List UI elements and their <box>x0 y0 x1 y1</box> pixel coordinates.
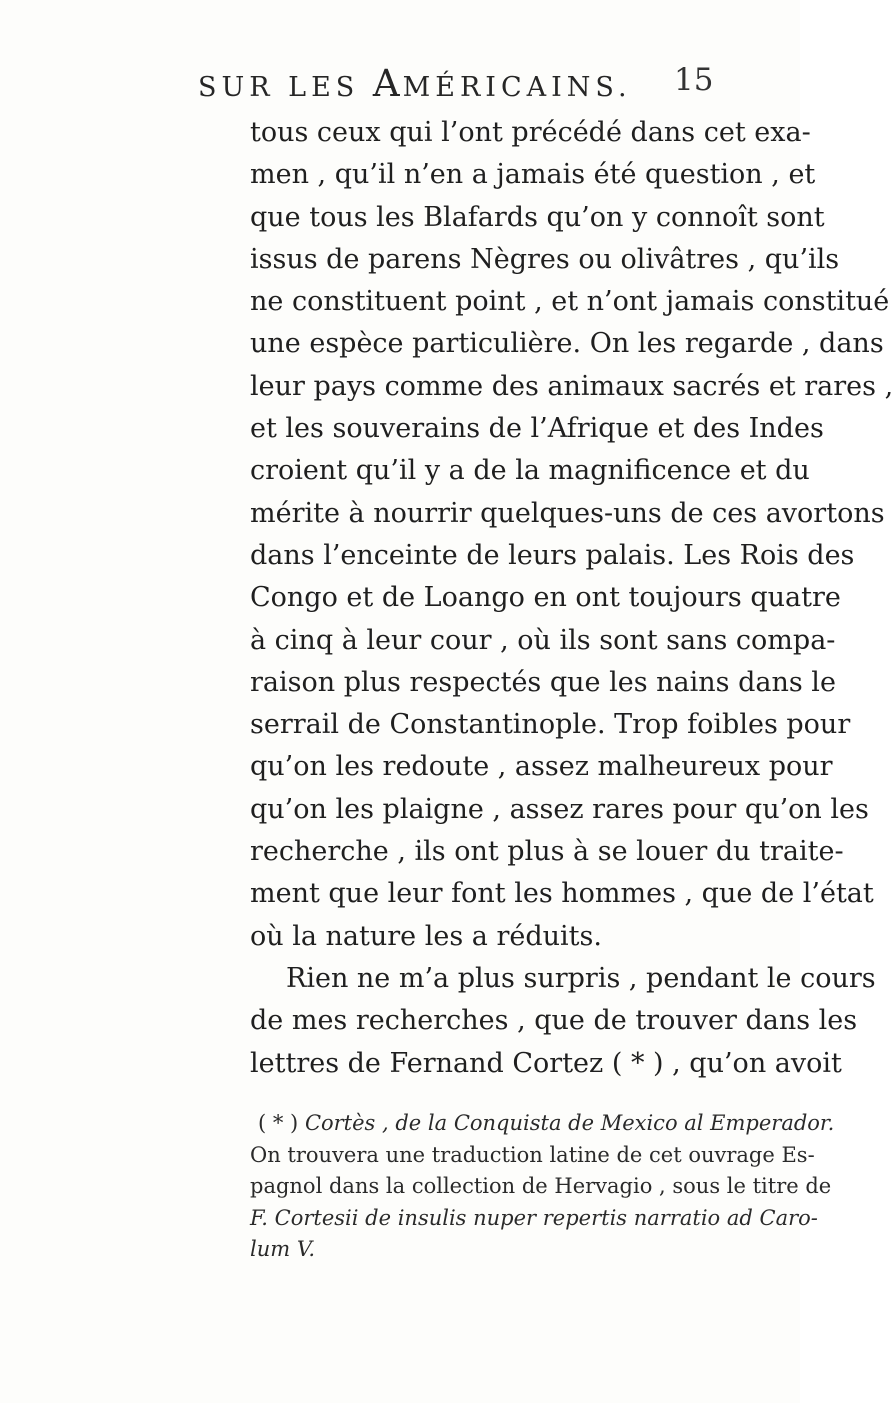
page-header <box>0 58 800 108</box>
text-line: raison plus respectés que les nains dans le <box>250 666 836 698</box>
running-title-prefix: SUR LES <box>198 72 373 103</box>
footnote-marker: ( * ) <box>258 1111 299 1135</box>
text-line: où la nature les a réduits. <box>250 920 602 952</box>
footnote-line: lum V. <box>250 1237 315 1261</box>
text-line: men , qu’il n’en a jamais été question , et <box>250 159 816 191</box>
text-line: lettres de Fernand Cortez ( * ) , qu’on avoit <box>250 1047 842 1079</box>
text-line: de mes recherches , que de trouver dans les <box>250 1005 858 1037</box>
text-line: mérite à nourrir quelques-uns de ces avortons <box>250 497 885 529</box>
text-line: serrail de Constantinople. Trop foibles pour <box>250 709 851 741</box>
text-line: issus de parens Nègres ou olivâtres , qu’ils <box>250 243 840 275</box>
footnote <box>250 1108 835 1266</box>
text-line: ne constituent point , et n’ont jamais constitué <box>250 286 890 318</box>
text-line: Congo et de Loango en ont toujours quatre <box>250 582 841 614</box>
text-line: qu’on les redoute , assez malheureux pour <box>250 751 833 783</box>
text-line: dans l’enceinte de leurs palais. Les Rois des <box>250 539 855 571</box>
footnote-line: On trouvera une traduction latine de cet ouvrage Es- <box>250 1142 815 1167</box>
text-line: ment que leur font les hommes , que de l’état <box>250 878 874 910</box>
text-line: à cinq à leur cour , où ils sont sans compa- <box>250 624 836 656</box>
footnote-citation: Cortès , de la Conquista de Mexico al Emperador. <box>304 1111 835 1135</box>
footnote-line: pagnol dans la collection de Hervagio , sous le titre de <box>250 1174 832 1198</box>
text-line: leur pays comme des animaux sacrés et rares , <box>250 370 893 402</box>
footnote-line: F. Cortesii de insulis nuper repertis narratio ad Caro- <box>250 1205 818 1230</box>
running-title-initial: A <box>372 62 403 105</box>
running-title-rest: MÉRICAINS. <box>402 72 632 103</box>
text-line: tous ceux qui l’ont précédé dans cet exa- <box>250 117 811 148</box>
text-line: et les souverains de l’Afrique et des Indes <box>250 413 824 445</box>
footnote-line <box>250 1108 835 1140</box>
text-line: qu’on les plaigne , assez rares pour qu’on les <box>250 793 869 825</box>
paragraph-start-line: Rien ne m’a plus surpris , pendant le cours <box>286 962 876 994</box>
page-number: 15 <box>674 62 714 98</box>
text-line: une espèce particulière. On les regarde , dans <box>250 328 884 360</box>
text-line: que tous les Blafards qu’on y connoît sont <box>250 201 825 233</box>
text-line: recherche , ils ont plus à se louer du traite- <box>250 836 844 868</box>
main-text <box>250 112 893 1085</box>
running-title <box>198 62 632 105</box>
text-line: croient qu’il y a de la magnificence et du <box>250 455 810 487</box>
